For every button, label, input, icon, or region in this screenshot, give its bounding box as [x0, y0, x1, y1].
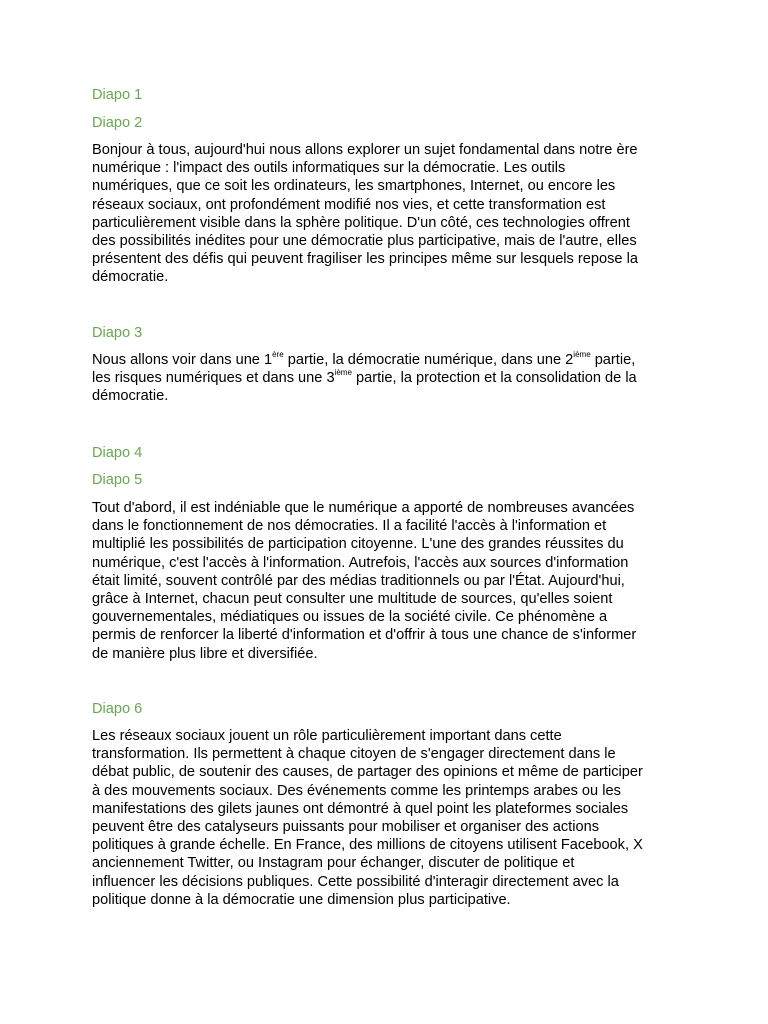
- heading-diapo-2: Diapo 2: [92, 115, 143, 131]
- text-run: Nous allons voir dans une 1: [92, 352, 273, 368]
- paragraph-line: [92, 369, 692, 387]
- text-run: les risques numériques et dans une 3: [92, 370, 335, 387]
- paragraph-line: démocratie.: [92, 269, 169, 286]
- text-run: partie, la démocratie numérique, dans une 2: [283, 352, 574, 368]
- paragraph-line: peuvent être des catalyseurs puissants pour mobiliser et organiser des actions: [92, 819, 599, 836]
- paragraph-line: particulièrement visible dans la sphère politique. D'un côté, ces technologies offrent: [92, 214, 630, 231]
- paragraph-line: des possibilités inédites pour une démocratie plus participative, mais de l'autre, elles: [92, 233, 637, 250]
- paragraph-line: anciennement Twitter, ou Instagram pour échanger, discuter de politique et: [92, 855, 575, 872]
- paragraph-line: numérique, c'est l'accès à l'information. Autrefois, l'accès aux sources d'information: [92, 554, 629, 571]
- paragraph-line: Les réseaux sociaux jouent un rôle particulièrement important dans cette: [92, 728, 562, 744]
- paragraph-plan: [92, 351, 692, 406]
- heading-diapo-4: Diapo 4: [92, 445, 143, 461]
- superscript: ère: [272, 350, 284, 360]
- paragraph-line: transformation. Ils permettent à chaque citoyen de s'engager directement dans le: [92, 746, 616, 763]
- heading-diapo-1: Diapo 1: [92, 87, 143, 103]
- paragraph-digital-democracy: [92, 499, 692, 663]
- paragraph-line: était limité, souvent contrôlé par des médias traditionnels ou par l'État. Aujourd'hui,: [92, 572, 625, 589]
- paragraph-line: numérique : l'impact des outils informatiques sur la démocratie. Les outils: [92, 160, 566, 177]
- paragraph-line: démocratie.: [92, 388, 169, 405]
- paragraph-line: présentent des défis qui peuvent fragiliser les principes même sur lesquels repose la: [92, 251, 638, 268]
- paragraph-line: influencer les décisions publiques. Cette possibilité d'interagir directement avec la: [92, 873, 619, 890]
- superscript: ième: [573, 350, 591, 360]
- paragraph-line: réseaux sociaux, ont profondément modifié nos vies, et cette transformation est: [92, 196, 606, 213]
- text-run: partie,: [590, 352, 636, 368]
- paragraph-line: Bonjour à tous, aujourd'hui nous allons explorer un sujet fondamental dans notre ère: [92, 142, 638, 158]
- paragraph-line: gouvernementales, médiatiques ou issues de la société civile. Ce phénomène a: [92, 609, 608, 626]
- paragraph-line: manifestations des gilets jaunes ont démontré à quel point les plateformes sociales: [92, 800, 629, 817]
- text-run: partie, la protection et la consolidation de la: [351, 370, 637, 387]
- paragraph-line: de manière plus libre et diversifiée.: [92, 645, 318, 662]
- paragraph-line: Tout d'abord, il est indéniable que le numérique a apporté de nombreuses avancées: [92, 500, 635, 516]
- paragraph-social-networks: [92, 727, 692, 909]
- heading-diapo-5: Diapo 5: [92, 472, 143, 488]
- paragraph-line: politiques à grande échelle. En France, des millions de citoyens utilisent Facebook, X: [92, 837, 643, 854]
- paragraph-introduction: [92, 141, 692, 287]
- paragraph-line: multiplié les possibilités de participation citoyenne. L'une des grandes réussites du: [92, 536, 624, 553]
- paragraph-line: débat public, de soutenir des causes, de partager des opinions et même de participer: [92, 764, 643, 781]
- paragraph-line: politique donne à la démocratie une dimension plus participative.: [92, 891, 511, 908]
- paragraph-line: [92, 351, 692, 369]
- heading-diapo-3: Diapo 3: [92, 325, 143, 341]
- superscript: ième: [334, 368, 352, 378]
- paragraph-line: permis de renforcer la liberté d'information et d'offrir à tous une chance de s'informer: [92, 627, 637, 644]
- heading-diapo-6: Diapo 6: [92, 701, 143, 717]
- paragraph-line: grâce à Internet, chacun peut consulter une multitude de sources, qu'elles soient: [92, 591, 613, 608]
- paragraph-line: à des mouvements sociaux. Des événements comme les printemps arabes ou les: [92, 782, 621, 799]
- paragraph-line: dans le fonctionnement de nos démocraties. Il a facilité l'accès à l'information et: [92, 518, 607, 535]
- paragraph-line: numériques, que ce soit les ordinateurs, les smartphones, Internet, ou encore les: [92, 178, 616, 195]
